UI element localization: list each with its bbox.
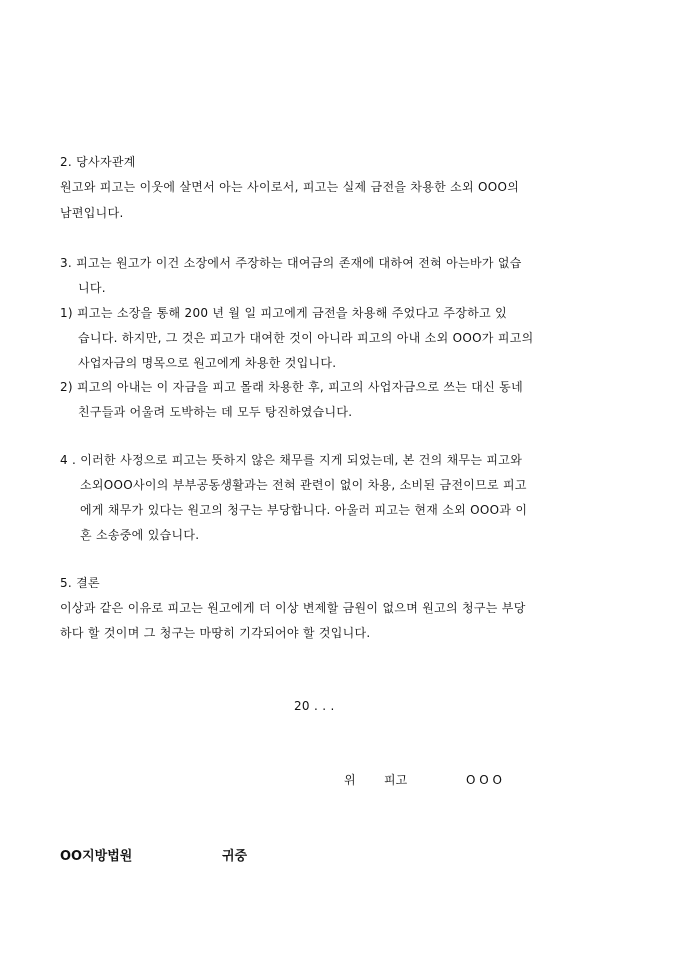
- section-5-heading: 5. 결론: [60, 576, 100, 590]
- item-3-1-line-1: 1) 피고는 소장을 통해 200 년 월 일 피고에게 금전을 차용해 주었다고 주장하고 있: [60, 306, 507, 320]
- section-2-text-line-2: 남편입니다.: [60, 206, 124, 220]
- section-5-text-line-2: 하다 할 것이며 그 청구는 마땅히 기각되어야 할 것입니다.: [60, 626, 371, 640]
- date-line: 20 . . .: [294, 699, 335, 713]
- court-honorific: 귀중: [222, 849, 248, 864]
- signature-prefix: 위: [344, 773, 356, 787]
- item-3-1-line-3: 사업자금의 명목으로 원고에게 차용한 것입니다.: [78, 356, 337, 370]
- section-4-text-line-1: 4 . 이러한 사정으로 피고는 뜻하지 않은 채무를 지게 되었는데, 본 건의 채무는 피고와: [60, 453, 523, 467]
- court-name: OO지방법원: [60, 849, 133, 864]
- section-4-text-line-2: 소외OOO사이의 부부공동생활과는 전혀 관련이 없이 차용, 소비된 금전이므로 피고: [80, 478, 527, 492]
- section-4-text-line-4: 혼 소송중에 있습니다.: [80, 528, 200, 542]
- section-3-text-line-2: 니다.: [78, 281, 106, 295]
- section-2-heading: 2. 당사자관계: [60, 155, 136, 169]
- item-3-2-line-2: 친구들과 어울려 도박하는 데 모두 탕진하였습니다.: [78, 405, 353, 419]
- section-3-text-line-1: 3. 피고는 원고가 이건 소장에서 주장하는 대여금의 존재에 대하여 전혀 아는바가 없습: [60, 256, 522, 270]
- section-5-text-line-1: 이상과 같은 이유로 피고는 원고에게 더 이상 변제할 금원이 없으며 원고의 청구는 부당: [60, 601, 526, 615]
- item-3-2-line-1: 2) 피고의 아내는 이 자금을 피고 몰래 차용한 후, 피고의 사업자금으로 쓰는 대신 동네: [60, 380, 523, 394]
- section-2-text-line-1: 원고와 피고는 이웃에 살면서 아는 사이로서, 피고는 실제 금전을 차용한 소외 OOO의: [60, 180, 520, 194]
- signature-name: O O O: [466, 773, 502, 787]
- section-4-text-line-3: 에게 채무가 있다는 원고의 청구는 부당합니다. 아울러 피고는 현재 소외 OOO과 이: [80, 503, 528, 517]
- signature-role: 피고: [384, 773, 408, 787]
- item-3-1-line-2: 습니다. 하지만, 그 것은 피고가 대여한 것이 아니라 피고의 아내 소외 OOO가 피고의: [78, 331, 534, 345]
